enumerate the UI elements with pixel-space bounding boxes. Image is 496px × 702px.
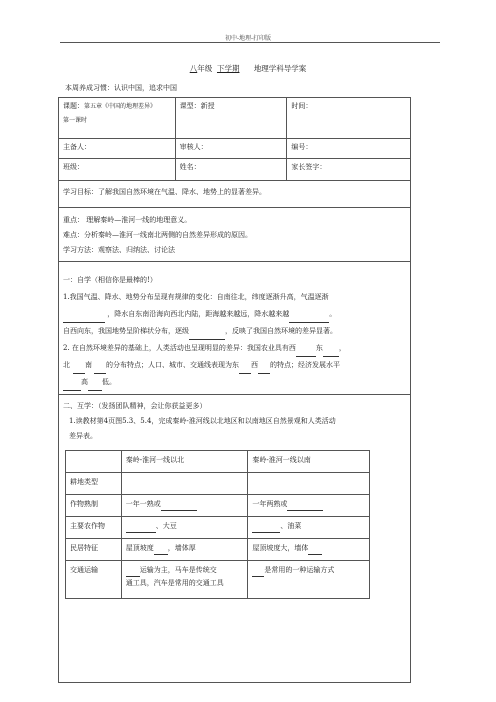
answer-blank[interactable] [94,365,106,374]
q2-text-c1: 高 [81,378,88,386]
row-label-housing: 民居特征 [66,539,122,561]
class-cell: 班级： [59,159,176,181]
page-header: 初中-地理-打印版 [224,35,272,42]
answer-blank[interactable] [126,524,156,533]
crops-south [248,517,370,539]
reviewer-cell: 审核人： [175,139,287,159]
answer-blank[interactable] [88,382,102,391]
answer-blank[interactable] [323,348,339,357]
mutual-heading: 二、互学：（发扬团队精神，会让你获益更多） [63,402,207,410]
doc-title [0,63,496,74]
q1-line1: 1.我国气温、降水、地势分布呈现有规律的变化：自南往北，纬度逐渐升高，气温逐渐 [63,293,329,301]
parent-sign-cell: 家长签字： [287,159,411,181]
q1-text-c2: ，反映了我国自然环境的差异显著。 [225,327,337,335]
transport-south-text: 是常用的一种运输方式 [264,566,335,574]
q2-text-b4: 西 [251,361,258,369]
farmland-south-input[interactable] [248,473,370,495]
cropping-north [121,495,248,517]
answer-blank[interactable] [63,314,105,323]
housing-north [121,539,248,561]
cropping-south-text: 一年两熟或 [252,500,288,508]
col-header-north: 秦岭-淮河一线以北 [121,451,248,473]
answer-blank[interactable] [258,365,270,374]
row-label-transport: 交通运输 [66,561,122,599]
number-cell: 编号： [287,139,411,159]
q2-text-b5: 的特点；经济发展水平 [270,361,340,369]
self-study-section [59,262,411,395]
housing-south-a: 屋顶坡度大，墙体 [252,544,309,552]
row-label-crops: 主要农作物 [66,517,122,539]
transport-south [248,561,370,599]
answer-blank[interactable] [239,365,251,374]
key-difficulty-cell [59,208,411,262]
farmland-north-input[interactable] [121,473,248,495]
header-divider [60,42,440,43]
row-label-cropping: 作物熟制 [66,495,122,517]
q1-text-c1: 自西向东，我国地势呈阶梯状分布，逐级 [63,327,189,335]
crops-south-text: 、油菜 [280,522,302,530]
answer-blank[interactable] [161,502,197,511]
q2-text-b3: 的分布特点；人口、城市、交通线表现为东 [106,361,239,369]
title-term: 下学期 [216,64,240,73]
name-cell: 姓名： [175,159,287,181]
time-cell: 时间： [287,98,411,139]
mutual-instruction-cont: 差异表。 [69,432,97,440]
answer-blank[interactable] [154,546,168,555]
q2-text-a3: ， [338,344,346,352]
topic-text: 第五章《中国的地理差异》 [84,103,157,110]
housing-north-b: ，墙体厚 [167,544,196,552]
mutual-study-section [59,395,411,683]
transport-north-b: 通工具，汽车是常用的交通工具 [125,579,224,587]
learning-goal: 学习目标：了解我国自然环境在气温、降水、地势上的显著差异。 [59,181,411,208]
cropping-south [248,495,370,517]
q2-text-b1: 北 [63,361,70,369]
topic-line2: 第一课时 [63,117,88,124]
answer-blank[interactable] [63,382,81,391]
q2-text-c2: 低。 [102,378,116,386]
q2-line3 [63,374,406,391]
q2-text-a2: 东 [315,344,323,352]
topic-cell [59,98,176,139]
title-grade-suffix: 年级 [197,64,213,73]
comparison-table [65,450,370,599]
answer-blank[interactable] [73,365,85,374]
q1-line2 [63,306,406,323]
corner-cell [66,451,122,473]
q1-text: ，降水自东南沿海向西北内陆，距海越来越远，降水越来越 [107,310,290,318]
transport-north [121,561,248,599]
q2-text-b2: 南 [85,361,92,369]
answer-blank[interactable] [252,568,264,577]
self-study-heading: 一：自学（相信你是最棒的!） [63,276,157,284]
preparer-cell: 主备人： [59,139,176,159]
lesson-type-cell: 课型：新授 [175,98,287,139]
answer-blank[interactable] [308,546,322,555]
crops-north [121,517,248,539]
housing-north-a: 屋顶坡度 [125,544,154,552]
answer-blank[interactable] [296,348,316,357]
answer-blank[interactable] [287,502,323,511]
key-point: 重点： 理解秦岭—淮河一线的地理意义。 [63,216,192,224]
q2-line2 [63,357,406,374]
crops-north-text: 、大豆 [155,522,177,530]
row-label-farmland: 耕地类型 [66,473,122,495]
title-subject: 地理学科导学案 [253,64,307,73]
transport-north-a: 运输为主，马车是传统交 [139,566,217,574]
weekly-motto: 本周养成习惯：认识中国，追求中国 [65,84,177,92]
topic-label: 课题： [63,102,84,110]
mutual-instruction: 1.读教材第4页图5.3、5.4，完成秦岭-淮河线以北地区和以南地区自然景观和人类活动 [69,417,336,425]
q1-line3 [63,323,406,340]
cropping-north-text: 一年一熟或 [125,500,161,508]
guide-table [58,97,411,683]
learning-method: 学习方法：观察法、归纳法、讨论法 [63,246,175,254]
answer-blank[interactable] [289,314,329,323]
difficulty: 难点：分析秦岭—淮河一线南北两侧的自然差异形成的原因。 [63,231,252,239]
col-header-south: 秦岭-淮河一线以南 [248,451,370,473]
q2-text-a1: 2. 在自然环境差异的基础上，人类活动也呈现明显的差异：我国农业具有西 [63,344,296,352]
housing-south [248,539,370,561]
q1-text-end: 。 [329,310,337,318]
answer-blank[interactable] [126,568,140,577]
title-grade: 八 [189,64,198,73]
answer-blank[interactable] [189,331,225,340]
answer-blank[interactable] [252,524,280,533]
q2-line1 [63,340,406,357]
